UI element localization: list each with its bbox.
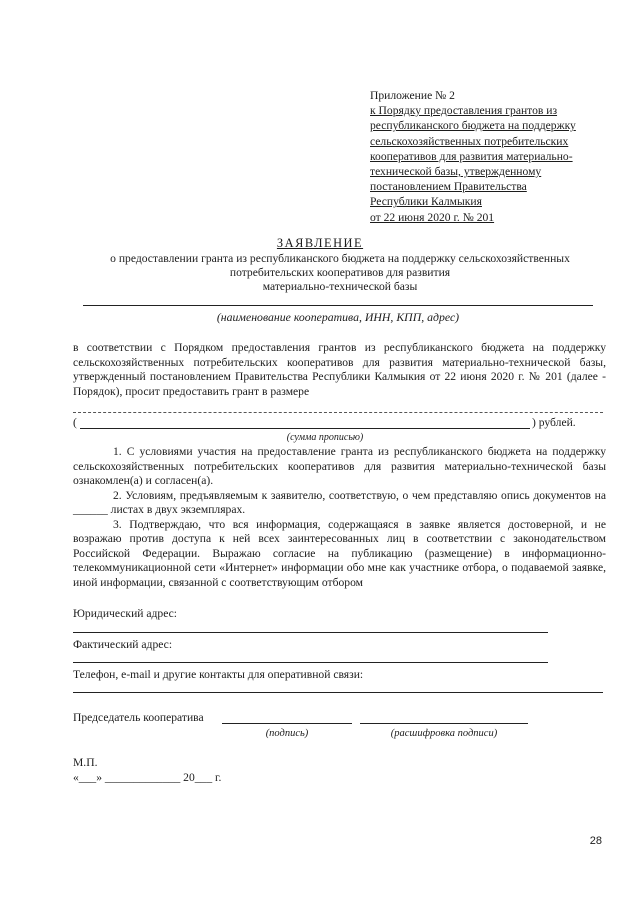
appendix-line: кооперативов для развития материально- [370, 149, 573, 163]
legal-address-label: Юридический адрес: [73, 607, 178, 620]
legal-address-line[interactable] [73, 632, 548, 633]
subtitle-line: о предоставлении гранта из республиканского бюджета на поддержку сельскохозяйственных [110, 252, 570, 265]
document-subtitle [60, 252, 620, 294]
signature-caption: (подпись) [265, 728, 309, 739]
appendix-line: Республики Калмыкия [370, 195, 482, 209]
signature-line[interactable] [222, 723, 352, 724]
document-title: ЗАЯВЛЕНИЕ [276, 236, 364, 250]
appendix-line: постановлением Правительства [370, 180, 527, 194]
condition-item-2: 2. Условиям, предъявляемым к заявителю, соответствую, о чем представляю опись документов на ______ листах в двух экземплярах. [73, 488, 606, 516]
condition-item-1: 1. С условиями участия на предоставление гранта из республиканского бюджета на поддержку сельскохозяйственных потребительских кооперативов для развития материально-технической базы ознакомлен(а) и согласен(а). [73, 445, 606, 487]
actual-address-label: Фактический адрес: [73, 638, 173, 651]
applicant-caption: (наименование кооператива, ИНН, КПП, адрес) [216, 310, 460, 324]
appendix-block [370, 88, 620, 225]
date-line[interactable]: «___» _____________ 20___ г. [73, 771, 222, 784]
appendix-line: республиканского бюджета на поддержку [370, 119, 576, 133]
amount-close-text: ) рублей. [532, 416, 576, 429]
applicant-field-line[interactable] [83, 305, 593, 306]
amount-caption: (сумма прописью) [286, 432, 364, 443]
contacts-label: Телефон, e-mail и другие контакты для оперативной связи: [73, 668, 364, 681]
appendix-line: к Порядку предоставления грантов из [370, 104, 558, 118]
subtitle-line: материально-технической базы [262, 280, 418, 293]
amount-line-1[interactable] [73, 412, 603, 413]
intro-paragraph: в соответствии с Порядком предоставления грантов из республиканского бюджета на поддержку сельскохозяйственных потребительских кооперативов для развития материально-технической базы, утвержденный постановлением Правительства Республики Калмыкия от 22 июня 2020 г. № 201 (далее - Порядок), просит предоставить грант в размере [73, 341, 606, 398]
chairman-label: Председатель кооператива [73, 711, 204, 724]
contacts-line[interactable] [73, 692, 603, 693]
appendix-line: от 22 июня 2020 г. № 201 [370, 210, 495, 224]
amount-field-line[interactable] [80, 428, 530, 429]
seal-label: М.П. [73, 756, 98, 769]
amount-open-paren: ( [73, 416, 77, 429]
appendix-line: технической базы, утвержденному [370, 165, 542, 179]
decoding-caption: (расшифровка подписи) [390, 728, 498, 739]
page-number: 28 [589, 835, 602, 847]
subtitle-line: потребительских кооперативов для развития [229, 266, 451, 279]
actual-address-line[interactable] [73, 662, 548, 663]
condition-item-3: 3. Подтверждаю, что вся информация, содержащаяся в заявке является достоверной, и не возражаю против доступа к ней всех заинтересованных лиц в соответствии с законодательством Российской Федерации. Выражаю согласие на публикацию (размещение) в информационно-телекоммуникационной сети «Интернет» информации обо мне как участнике отбора, о подаваемой заявке, иной информации, связанной с соответствующим отбором [73, 517, 606, 589]
decoding-line[interactable] [360, 723, 528, 724]
appendix-line: сельскохозяйственных потребительских [370, 134, 569, 148]
conditions-block [73, 445, 606, 590]
appendix-title: Приложение № 2 [370, 89, 455, 102]
